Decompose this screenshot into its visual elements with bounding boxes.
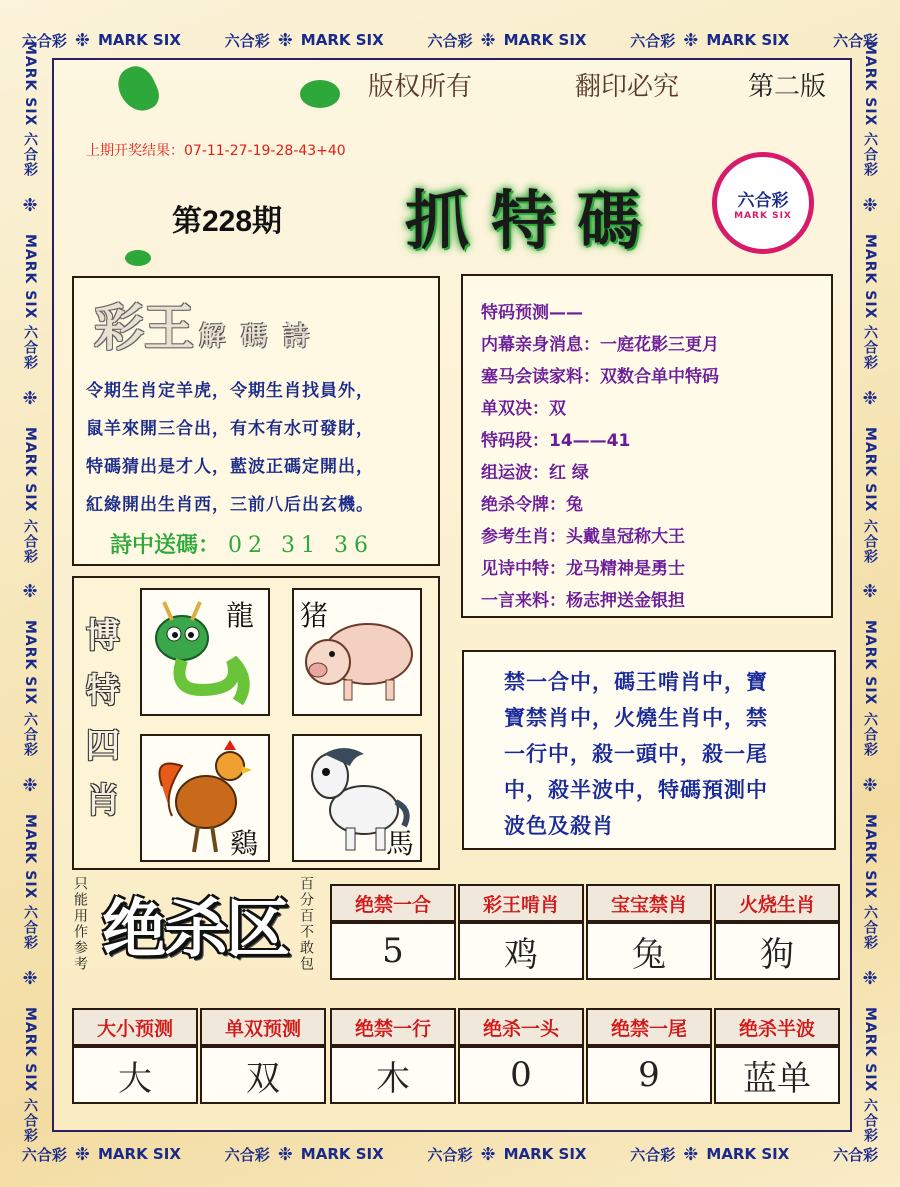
flower-icon: ❉: [22, 581, 38, 603]
flower-icon: ❉: [22, 967, 38, 989]
flower-icon: ❉: [480, 29, 496, 51]
zodiac-card-dragon: [140, 588, 270, 716]
kill-cell: [714, 884, 840, 976]
kill-cell-value: 5: [330, 922, 456, 980]
prediction-line: 一言来料：杨志押送金银担: [481, 591, 685, 611]
zodiac-panel: [72, 576, 440, 870]
zodiac-card-horse: [292, 734, 422, 862]
bottom-border: 六合彩 ❉ MARK SIX 六合彩 ❉ MARK SIX 六合彩 ❉ MARK SIX 六合彩 ❉ MARK SIX 六合彩: [21, 1143, 879, 1165]
kill-cell: [586, 884, 712, 976]
kill-cell-head: 绝杀一头: [458, 1008, 584, 1046]
zodiac-label: 馬: [386, 827, 415, 860]
kill-cell-head: 绝禁一行: [330, 1008, 456, 1046]
kill-cell: [72, 1008, 198, 1100]
decorative-leaf-icon: [125, 250, 151, 266]
edition-label: 第二版: [748, 72, 827, 102]
disclaimer-note: 百分百不敢包: [298, 876, 314, 972]
kill-cell-value: 木: [330, 1046, 456, 1104]
flower-icon: ❉: [277, 29, 293, 51]
kill-cell: [330, 884, 456, 976]
flower-icon: ❉: [862, 581, 878, 603]
flower-icon: ❉: [862, 967, 878, 989]
kill-cell: [200, 1008, 326, 1100]
flower-icon: ❉: [862, 388, 878, 410]
zodiac-label: 鷄: [230, 827, 259, 860]
mark-six-logo: 六合彩 MARK SIX: [712, 152, 814, 254]
bans-line: 中，殺半波中，特碼預測中: [504, 778, 768, 802]
kill-cell: [458, 884, 584, 976]
kill-cell-value: 双: [200, 1046, 326, 1104]
zodiac-card-rooster: [140, 734, 270, 862]
kill-cell-head: 单双预测: [200, 1008, 326, 1046]
prediction-line: 塞马会读家料：双数合单中特码: [481, 367, 719, 387]
kill-cell-head: 火烧生肖: [714, 884, 840, 922]
kill-cell-head: 绝禁一尾: [586, 1008, 712, 1046]
prediction-line: 参考生肖：头戴皇冠称大王: [481, 527, 685, 547]
poem-line: 紅綠開出生肖西，三前八后出玄機。: [86, 495, 374, 515]
kill-cell-value: 蓝单: [714, 1046, 840, 1104]
poem-line: 特碼猜出是才人，藍波正碼定開出，: [86, 457, 374, 477]
kill-cell-head: 宝宝禁肖: [586, 884, 712, 922]
bans-panel: [462, 650, 836, 850]
prediction-line: 特码预测——: [481, 303, 583, 323]
kill-cell-value: 鸡: [458, 922, 584, 980]
left-border: MARK SIX 六合彩 ❉ MARK SIX 六合彩 ❉ MARK SIX 六合彩 ❉ MARK SIX 六合彩 ❉ MARK SIX 六合彩 ❉ MARK SIX 六合彩: [22, 40, 38, 1143]
flower-icon: ❉: [862, 195, 878, 217]
prediction-line: 单双决：双: [481, 399, 566, 419]
issue-number: 第228期: [172, 205, 283, 238]
zodiac-title: 博 特 四 肖: [86, 616, 120, 821]
kill-cell-value: 大: [72, 1046, 198, 1104]
prediction-line: 内幕亲身消息：一庭花影三更月: [481, 335, 719, 355]
kill-cell-head: 绝禁一合: [330, 884, 456, 922]
zodiac-label: 龍: [226, 599, 255, 632]
decorative-leaf-icon: [300, 80, 340, 108]
flower-icon: ❉: [22, 388, 38, 410]
kill-cell: [458, 1008, 584, 1100]
right-border: MARK SIX 六合彩 ❉ MARK SIX 六合彩 ❉ MARK SIX 六合彩 ❉ MARK SIX 六合彩 ❉ MARK SIX 六合彩 ❉ MARK SIX 六合彩: [862, 40, 878, 1143]
bans-line: 一行中，殺一頭中，殺一尾: [504, 742, 768, 766]
flower-icon: ❉: [480, 1143, 496, 1165]
page-title: 抓特碼: [405, 184, 663, 259]
zodiac-card-pig: [292, 588, 422, 716]
poem-title: 彩王 解碼詩: [94, 298, 326, 357]
flower-icon: ❉: [862, 774, 878, 796]
kill-cell-head: 大小预测: [72, 1008, 198, 1046]
poem-send-codes: 詩中送碼： 02 31 36: [110, 532, 374, 558]
poem-line: 鼠羊來開三合出，有木有水可發財，: [86, 419, 374, 439]
bans-line: 寶禁肖中，火燒生肖中，禁: [504, 706, 768, 730]
copyright-text: 版权所有: [368, 72, 473, 102]
kill-cell-value: 0: [458, 1046, 584, 1104]
prediction-line: 见诗中特：龙马精神是勇士: [481, 559, 685, 579]
flower-icon: ❉: [74, 1143, 90, 1165]
kill-cell: [714, 1008, 840, 1100]
reference-note: 只能用作参考: [72, 876, 88, 972]
prediction-line: 绝杀令牌：兔: [481, 495, 583, 515]
zodiac-label: 猪: [300, 599, 329, 632]
top-border: 六合彩 ❉ MARK SIX 六合彩 ❉ MARK SIX 六合彩 ❉ MARK SIX 六合彩 ❉ MARK SIX 六合彩: [21, 29, 879, 51]
bans-line: 禁一合中，碼王啃肖中，寶: [504, 670, 768, 694]
flower-icon: ❉: [22, 774, 38, 796]
kill-zone-title: 绝杀区: [102, 893, 288, 967]
kill-cell-head: 彩王啃肖: [458, 884, 584, 922]
prediction-line: 组运波：红 绿: [481, 463, 589, 483]
flower-icon: ❉: [683, 1143, 699, 1165]
kill-cell: [330, 1008, 456, 1100]
flower-icon: ❉: [22, 195, 38, 217]
bans-line: 波色及殺肖: [504, 814, 614, 838]
flower-icon: ❉: [277, 1143, 293, 1165]
prediction-panel: [461, 274, 833, 618]
kill-cell-head: 绝杀半波: [714, 1008, 840, 1046]
poem-panel: [72, 276, 440, 566]
last-result: 上期开奖结果：07-11-27-19-28-43+40: [86, 143, 346, 159]
poem-line: 令期生肖定羊虎，令期生肖找員外，: [86, 381, 374, 401]
no-copy-text: 翻印必究: [575, 72, 680, 102]
flower-icon: ❉: [74, 29, 90, 51]
kill-cell-value: 9: [586, 1046, 712, 1104]
kill-cell-value: 兔: [586, 922, 712, 980]
kill-cell: [586, 1008, 712, 1100]
flower-icon: ❉: [683, 29, 699, 51]
prediction-line: 特码段：14——41: [481, 431, 631, 451]
kill-cell-value: 狗: [714, 922, 840, 980]
